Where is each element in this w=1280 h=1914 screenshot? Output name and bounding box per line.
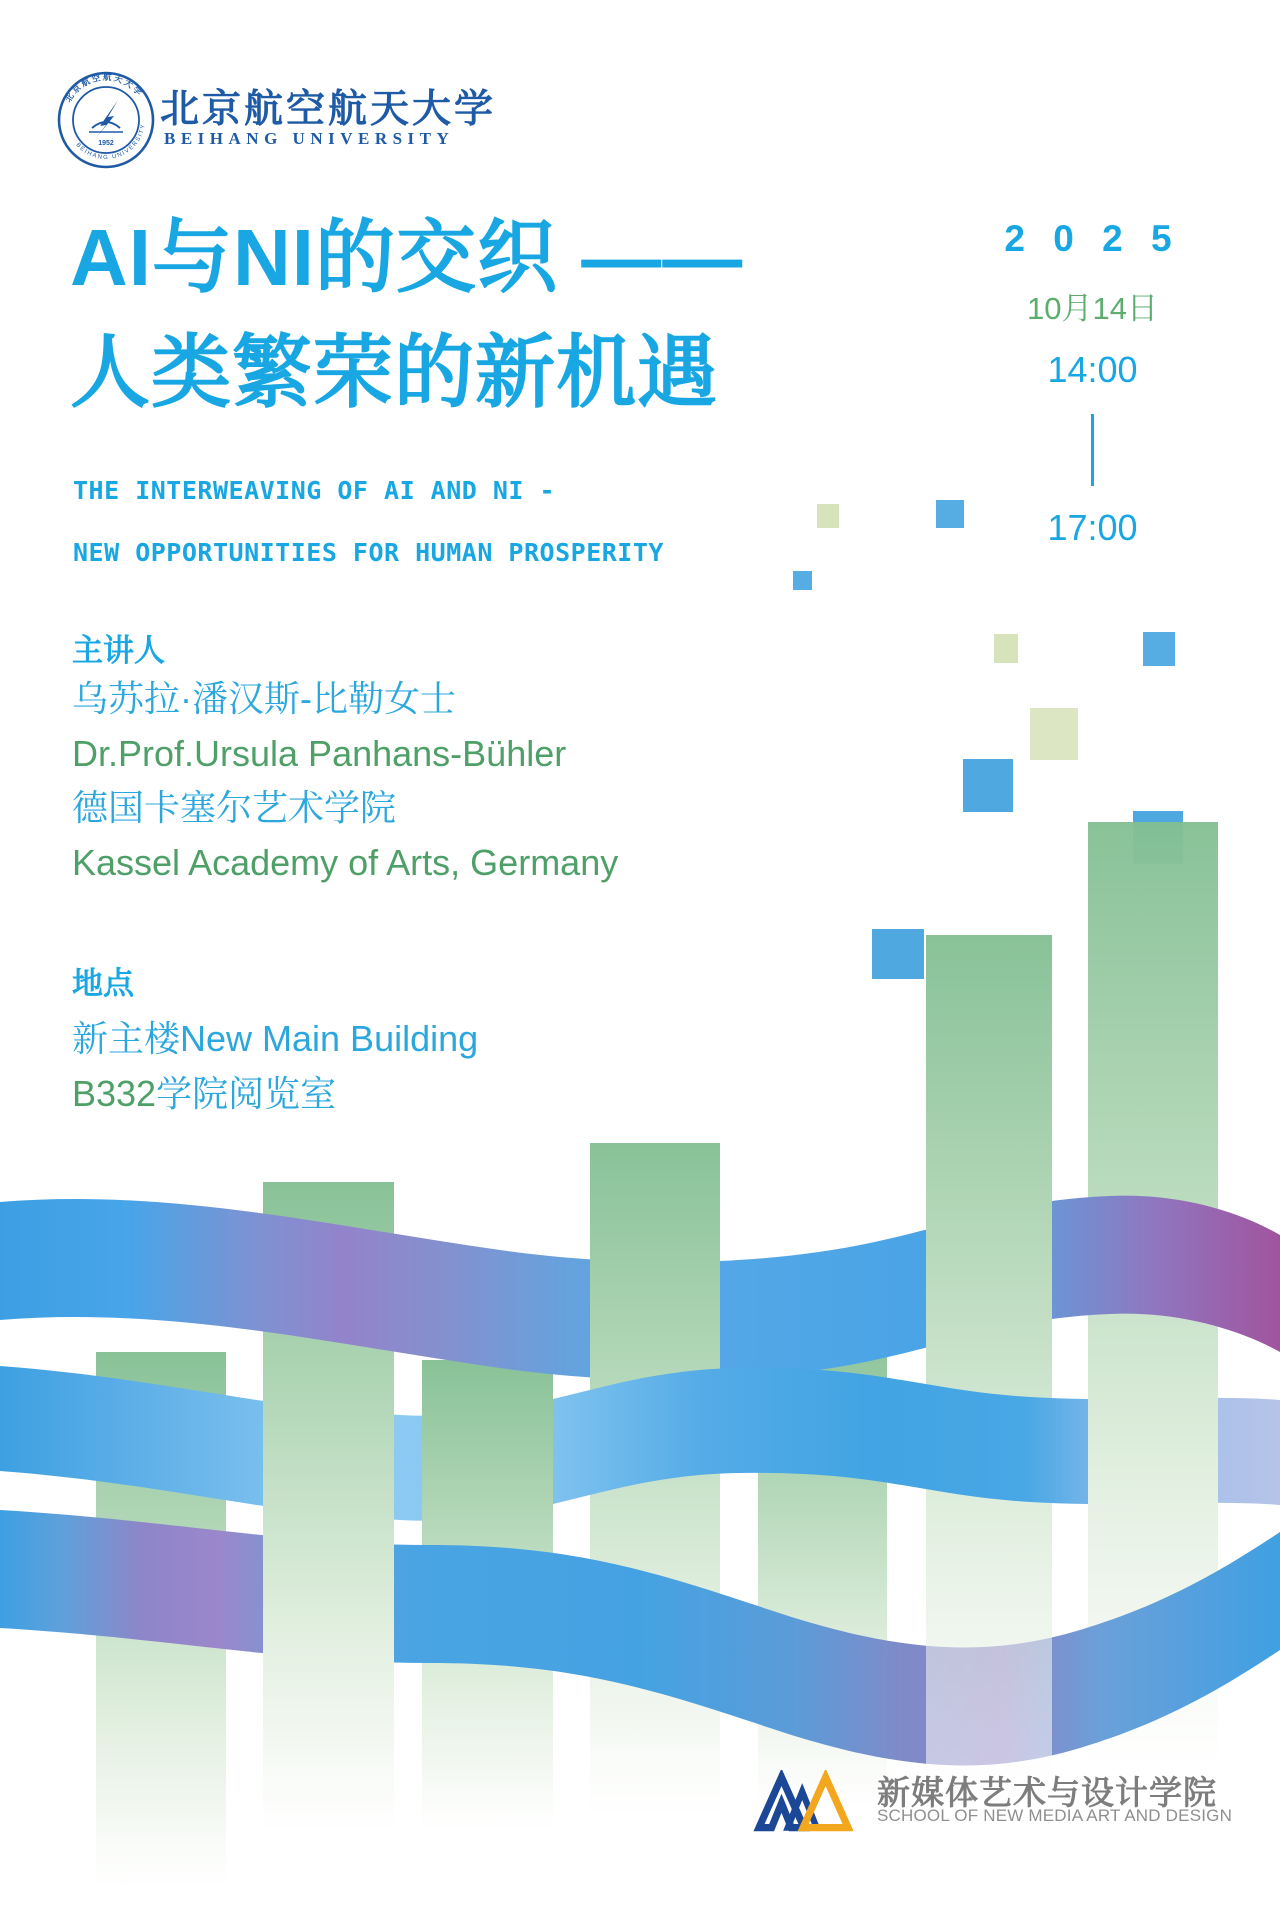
speaker-info — [72, 672, 618, 890]
seal-plane-icon — [89, 100, 123, 138]
poster-subtitle-en-line2: NEW OPPORTUNITIES FOR HUMAN PROSPERITY — [73, 538, 664, 567]
schedule-duration-line — [1091, 414, 1094, 486]
venue-section-label: 地点 — [72, 966, 134, 1001]
school-name-cn: 新媒体艺术与设计学院 — [877, 1774, 1217, 1811]
poster-title-line1: AI与NI的交织 —— — [70, 213, 744, 302]
seal-ring-text-top: 北京航空航天大学 — [62, 71, 146, 104]
poster-subtitle-en-line1: THE INTERWEAVING OF AI AND NI - — [73, 476, 556, 505]
venue-building: 新主楼New Main Building — [72, 1018, 479, 1059]
schedule-start-time: 14:00 — [1047, 349, 1138, 390]
venue-info — [72, 1012, 478, 1121]
speaker-name-cn: 乌苏拉·潘汉斯-比勒女士 — [72, 678, 456, 719]
venue-room-code: B332 — [72, 1072, 157, 1114]
speaker-affiliation-en: Kassel Academy of Arts, Germany — [72, 841, 619, 883]
university-name-cn: 北京航空航天大学 — [160, 88, 497, 131]
schedule-block — [985, 218, 1200, 549]
venue-room-name: 学院阅览室 — [156, 1072, 337, 1114]
schedule-year: 2 0 2 5 — [1004, 218, 1181, 259]
schedule-end-time: 17:00 — [1047, 507, 1138, 548]
speaker-affiliation-cn: 德国卡塞尔艺术学院 — [72, 787, 397, 828]
school-mountain-logo — [750, 1770, 862, 1836]
speaker-section-label: 主讲人 — [72, 633, 165, 668]
university-name-en: BEIHANG UNIVERSITY — [164, 129, 455, 148]
beihang-university-seal — [56, 70, 156, 170]
speaker-name-en: Dr.Prof.Ursula Panhans-Bühler — [72, 732, 567, 774]
poster-title-line2: 人类繁荣的新机遇 — [70, 328, 718, 417]
seal-ring-text-bottom: BEIHANG UNIVERSITY — [74, 122, 147, 162]
school-name-en: SCHOOL OF NEW MEDIA ART AND DESIGN — [877, 1806, 1233, 1825]
venue-room — [72, 1067, 478, 1122]
schedule-date: 10月14日 — [1027, 291, 1158, 326]
seal-year: 1952 — [98, 140, 114, 147]
